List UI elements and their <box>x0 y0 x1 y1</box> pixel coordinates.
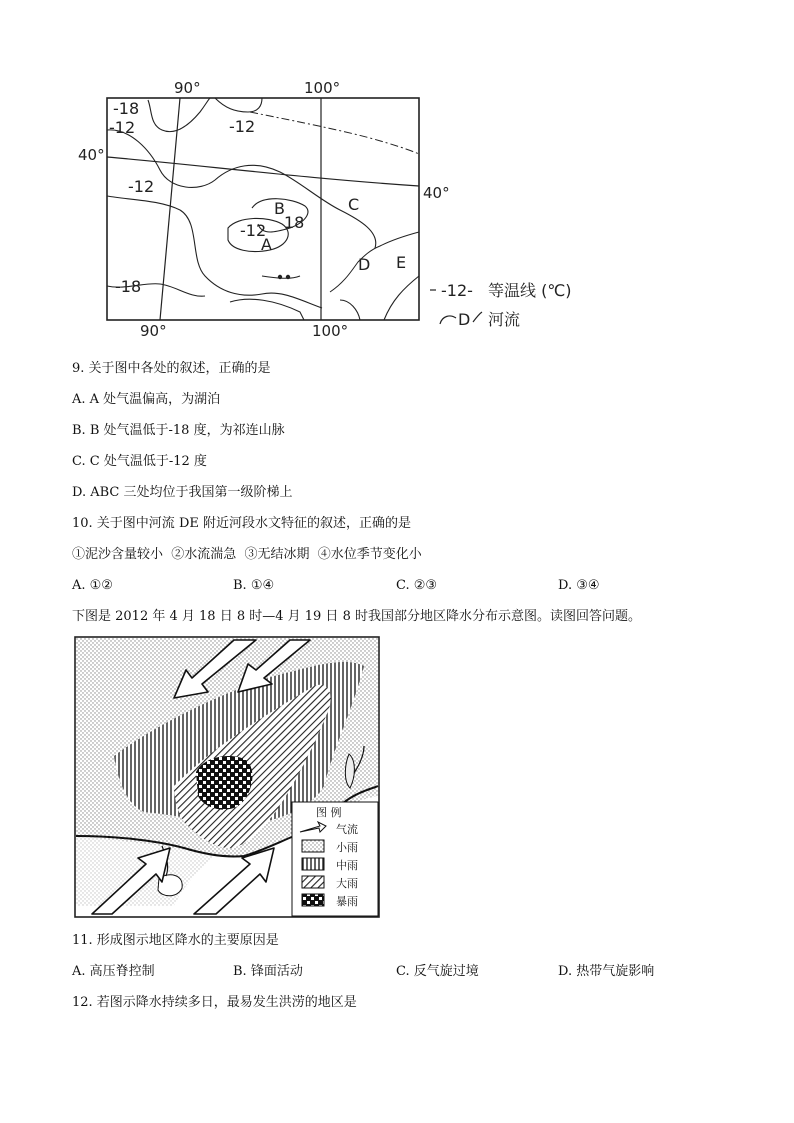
point-b: B <box>274 199 285 218</box>
legend-isotherm-text: 等温线 (℃) <box>488 281 572 300</box>
legend-title: 图 例 <box>316 806 342 819</box>
lat-right-40: 40° <box>423 184 450 202</box>
border-line <box>250 112 419 154</box>
legend-item-moderate-rain: 中雨 <box>336 859 358 872</box>
iso-label: -18 <box>115 277 142 296</box>
precipitation-map <box>74 636 380 918</box>
q12-stem: 12. 若图示降水持续多日，最易发生洪涝的地区是 <box>72 995 357 1010</box>
iso-label: -18 <box>113 99 140 118</box>
q11-option-c: C. 反气旋过境 <box>396 964 479 979</box>
legend-item-rainstorm: 暴雨 <box>336 895 358 908</box>
q11-option-d: D. 热带气旋影响 <box>558 964 655 979</box>
precip-legend <box>292 802 378 916</box>
point-d: D <box>358 255 371 274</box>
q10-statements: ①泥沙含量较小 ②水流湍急 ③无结冰期 ④水位季节变化小 <box>72 547 422 562</box>
legend-item-heavy-rain: 大雨 <box>336 877 358 890</box>
q11-option-a: A. 高压脊控制 <box>72 964 155 979</box>
q10-option-b: B. ①④ <box>233 578 275 593</box>
iso-label: -12 <box>229 117 256 136</box>
q10-option-c: C. ②③ <box>396 578 438 593</box>
q9-stem: 9. 关于图中各处的叙述，正确的是 <box>72 361 271 376</box>
iso-label: -12 <box>109 118 136 137</box>
lon-bottom-100: 100° <box>312 322 349 340</box>
lon-top-90: 90° <box>174 79 201 97</box>
isotherms <box>107 98 419 320</box>
intro-text: 下图是 2012 年 4 月 18 日 8 时—4 月 19 日 8 时我国部分地区降水分布示意图。读图回答问题。 <box>72 609 641 624</box>
point-a: A <box>261 235 272 254</box>
q9-option-d: D. ABC 三处均位于我国第一级阶梯上 <box>72 485 293 500</box>
legend-river-letter: D <box>458 310 471 329</box>
q11-option-b: B. 锋面活动 <box>233 964 303 979</box>
isotherm-map <box>70 76 590 346</box>
lon-bottom-90: 90° <box>140 322 167 340</box>
map1-legend <box>430 281 572 329</box>
q10-option-d: D. ③④ <box>558 578 600 593</box>
legend-river-text: 河流 <box>488 310 521 329</box>
q9-option-b: B. B 处气温低于-18 度，为祁连山脉 <box>72 423 285 438</box>
legend-isotherm-value: -12- <box>441 281 473 300</box>
q9-option-a: A. A 处气温偏高，为湖泊 <box>72 392 221 407</box>
iso-label: 18 <box>284 213 305 232</box>
q10-option-a: A. ①② <box>72 578 113 593</box>
iso-label: -12 <box>128 177 155 196</box>
lon-top-100: 100° <box>304 79 341 97</box>
legend-item-light-rain: 小雨 <box>336 841 358 854</box>
point-c: C <box>348 195 360 214</box>
q10-stem: 10. 关于图中河流 DE 附近河段水文特征的叙述，正确的是 <box>72 516 411 531</box>
lat-left-40: 40° <box>78 146 105 164</box>
q11-stem: 11. 形成图示地区降水的主要原因是 <box>72 933 279 948</box>
point-e: E <box>396 253 407 272</box>
iso-label: -12 <box>240 221 267 240</box>
legend-item-airflow: 气流 <box>336 823 358 836</box>
q9-option-c: C. C 处气温低于-12 度 <box>72 454 207 469</box>
map-frame <box>107 98 419 320</box>
